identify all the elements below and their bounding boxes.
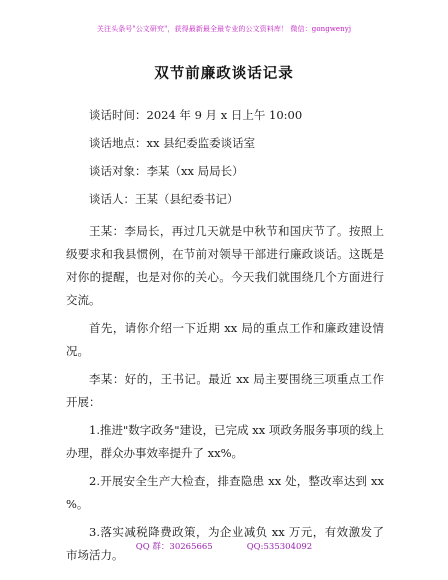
paragraph-item-1: 1.推进"数字政务"建设，已完成 xx 项政务服务事项的线上办理，群众办事效率提升了 xx%。 bbox=[66, 423, 384, 460]
meta-time: 谈话时间：2024 年 9 月 x 日上午 10:00 bbox=[89, 108, 303, 122]
footer-qq: QQ:535304092 bbox=[246, 542, 313, 552]
meta-subject: 谈话对象：李某（xx 局局长） bbox=[89, 164, 244, 178]
document-title: 双节前廉政谈话记录 bbox=[154, 66, 294, 82]
contact-footer bbox=[0, 540, 448, 552]
meta-location: 谈话地点：xx 县纪委监委谈话室 bbox=[89, 136, 256, 150]
promo-banner: 关注头条号"公文研究"，获得最新最全最专业的公文资料库！ 微信：gongwenyj bbox=[96, 25, 352, 33]
paragraph-reply: 李某：好的，王书记。最近 xx 局主要围绕三项重点工作开展： bbox=[66, 372, 384, 409]
paragraph-item-3: 3.落实减税降费政策，为企业减负 xx 万元，有效激发了市场活力。 bbox=[66, 525, 384, 562]
paragraph-opening: 王某：李局长，再过几天就是中秋节和国庆节了。按照上级要求和我县惯例，在节前对领导干部进行廉政谈话。这既是对你的提醒，也是对你的关心。今天我们就围绕几个方面进行交流。 bbox=[66, 224, 384, 307]
paragraph-item-2: 2.开展安全生产大检查，排查隐患 xx 处，整改率达到 xx %。 bbox=[66, 474, 384, 511]
meta-interviewer: 谈话人：王某（县纪委书记） bbox=[89, 192, 239, 206]
footer-qq-group: QQ 群：30265665 bbox=[135, 542, 213, 552]
document-body bbox=[66, 104, 384, 567]
paragraph-request: 首先，请你介绍一下近期 xx 局的重点工作和廉政建设情况。 bbox=[66, 321, 384, 358]
